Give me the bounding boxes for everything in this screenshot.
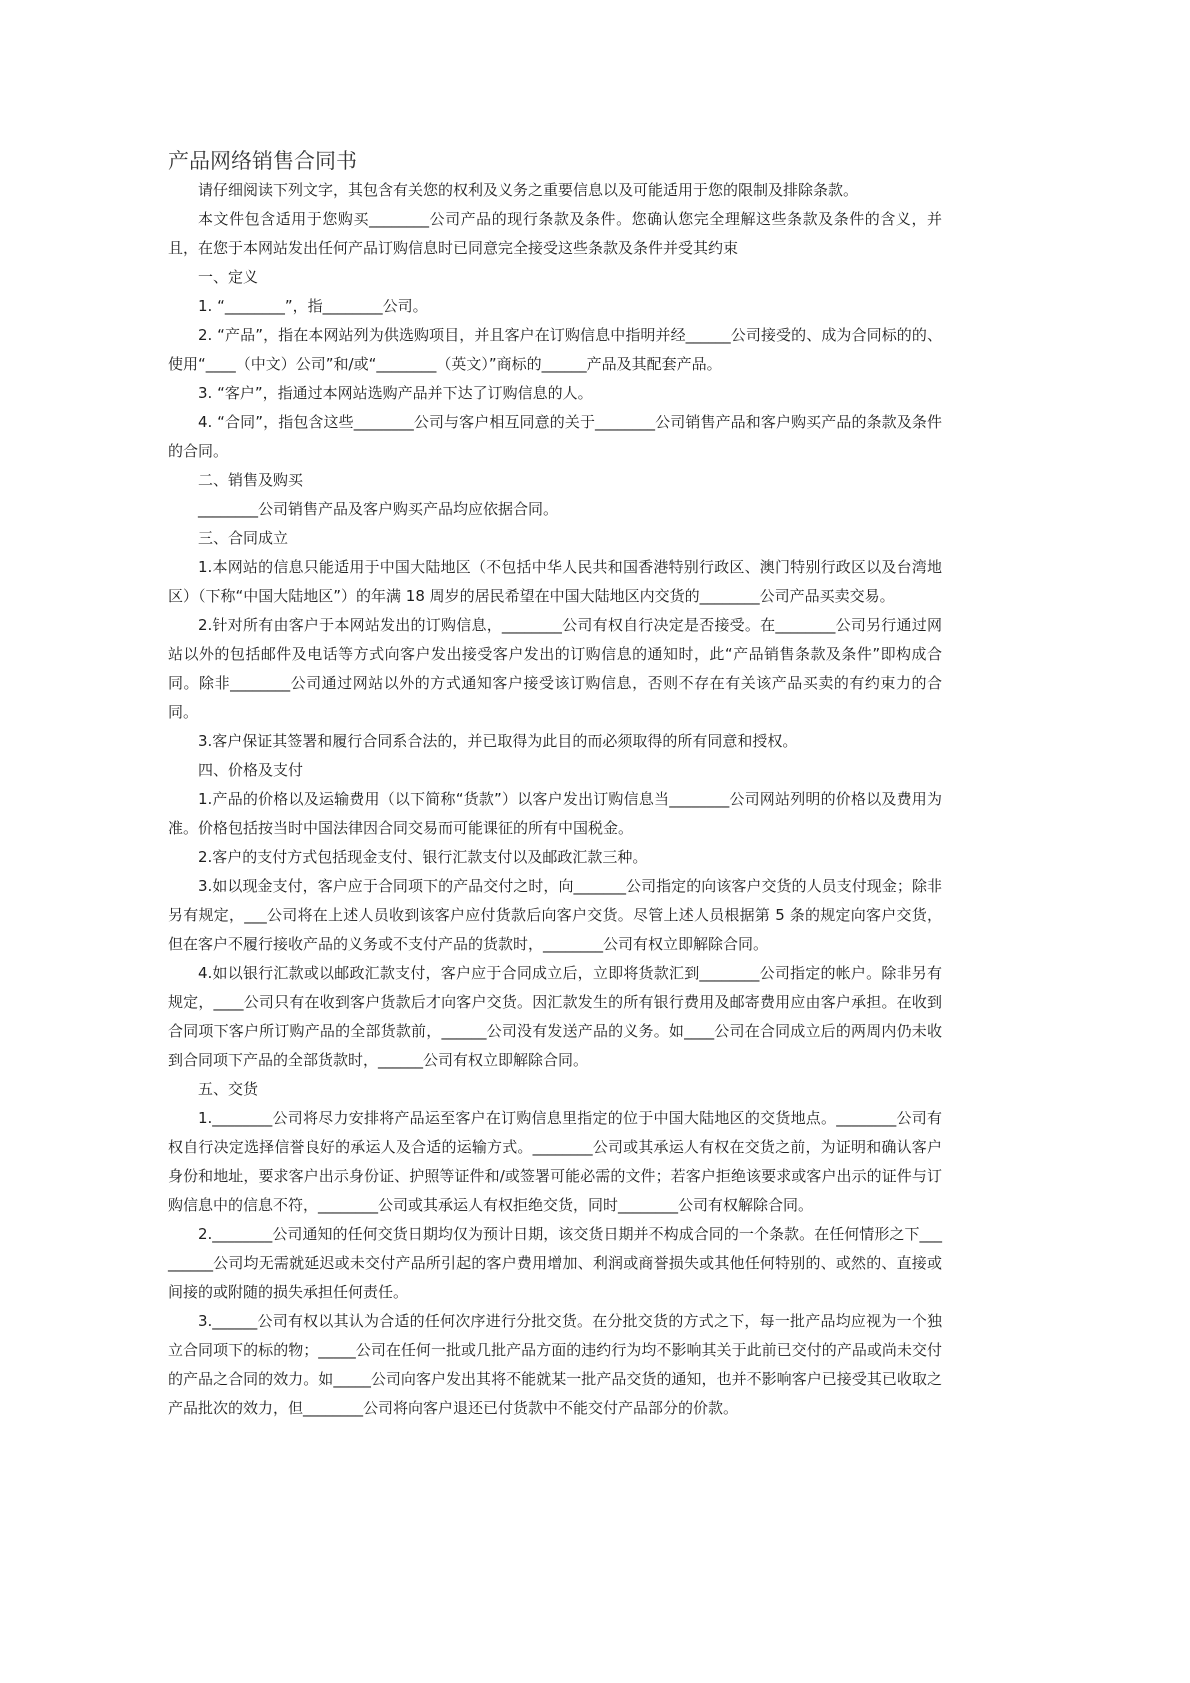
clause-paragraph: 3.如以现金支付，客户应于合同项下的产品交付之时，向_______公司指定的向该客户交货的人员支付现金；除非另有规定，___公司将在上述人员收到该客户应付货款后向客户交货。尽管上述人员根据第 5 条的规定向客户交货，但在客户不履行接收产品的义务或不支付产品的货款时，________公司有权立即解除合同。 [168, 877, 942, 953]
clause-paragraph: ________公司销售产品及客户购买产品均应依据合同。 [198, 500, 559, 518]
section-heading-definitions: 一、定义 [198, 268, 259, 286]
clause-paragraph: 4.如以银行汇款或以邮政汇款支付，客户应于合同成立后，立即将货款汇到________公司指定的帐户。除非另有规定，____公司只有在收到客户货款后才向客户交货。因汇款发生的所有银行费用及邮寄费用应由客户承担。在收到合同项下客户所订购产品的全部货款前，______公司没有发送产品的义务。如____公司在合同成立后的两周内仍未收到合同项下产品的全部货款时，______公司有权立即解除合同。 [168, 964, 942, 1069]
section-heading-payment: 四、价格及支付 [198, 761, 304, 779]
clause-paragraph: 2.________公司通知的任何交货日期均仅为预计日期，该交货日期并不构成合同的一个条款。在任何情形之下_________公司均无需就延迟或未交付产品所引起的客户费用增加、利润或商誉损失或其他任何特别的、或然的、直接或间接的或附随的损失承担任何责任。 [168, 1225, 942, 1301]
section-heading-formation: 三、合同成立 [198, 529, 289, 547]
clause-paragraph: 3. “客户”，指通过本网站选购产品并下达了订购信息的人。 [198, 384, 593, 402]
clause-paragraph: 1. “________”，指________公司。 [198, 297, 428, 315]
clause-paragraph: 2.客户的支付方式包括现金支付、银行汇款支付以及邮政汇款三种。 [198, 848, 648, 866]
intro-paragraph: 请仔细阅读下列文字，其包含有关您的权利及义务之重要信息以及可能适用于您的限制及排除条款。 [198, 181, 859, 199]
clause-paragraph: 4. “合同”，指包含这些________公司与客户相互同意的关于________公司销售产品和客户购买产品的条款及条件的合同。 [168, 413, 942, 460]
clause-paragraph: 1.本网站的信息只能适用于中国大陆地区（不包括中华人民共和国香港特别行政区、澳门特别行政区以及台湾地区）（下称“中国大陆地区”）的年满 18 周岁的居民希望在中国大陆地区内交货的________公司产品买卖交易。 [168, 558, 942, 605]
clause-paragraph: 3.______公司有权以其认为合适的任何次序进行分批交货。在分批交货的方式之下，每一批产品均应视为一个独立合同项下的标的物；_____公司在任何一批或几批产品方面的违约行为均不影响其关于此前已交付的产品或尚未交付的产品之合同的效力。如_____公司向客户发出其将不能就某一批产品交货的通知，也并不影响客户已接受其已收取之产品批次的效力，但________公司将向客户退还已付货款中不能交付产品部分的价款。 [168, 1312, 942, 1417]
clause-paragraph: 1.________公司将尽力安排将产品运至客户在订购信息里指定的位于中国大陆地区的交货地点。________公司有权自行决定选择信誉良好的承运人及合适的运输方式。________公司或其承运人有权在交货之前，为证明和确认客户身份和地址，要求客户出示身份证、护照等证件和/或签署可能必需的文件；若客户拒绝该要求或客户出示的证件与订购信息中的信息不符，________公司或其承运人有权拒绝交货，同时________公司有权解除合同。 [168, 1109, 942, 1214]
clause-paragraph: 1.产品的价格以及运输费用（以下简称“货款”）以客户发出订购信息当________公司网站列明的价格以及费用为准。价格包括按当时中国法律因合同交易而可能课征的所有中国税金。 [168, 790, 942, 837]
document-body [168, 146, 942, 1423]
clause-paragraph: 2.针对所有由客户于本网站发出的订购信息，________公司有权自行决定是否接受。在________公司另行通过网站以外的包括邮件及电话等方式向客户发出接受客户发出的订购信息的通知时，此“产品销售条款及条件”即构成合同。除非________公司通过网站以外的方式通知客户接受该订购信息，否则不存在有关该产品买卖的有约束力的合同。 [168, 616, 942, 721]
clause-paragraph: 3.客户保证其签署和履行合同系合法的，并已取得为此目的而必须取得的所有同意和授权。 [198, 732, 798, 750]
document-title: 产品网络销售合同书 [168, 149, 357, 173]
section-heading-delivery: 五、交货 [198, 1080, 259, 1098]
intro-paragraph: 本文件包含适用于您购买________公司产品的现行条款及条件。您确认您完全理解这些条款及条件的含义，并且，在您于本网站发出任何产品订购信息时已同意完全接受这些条款及条件并受其约束 [168, 210, 942, 257]
section-heading-sales: 二、销售及购买 [198, 471, 304, 489]
clause-paragraph: 2. “产品”，指在本网站列为供选购项目，并且客户在订购信息中指明并经______公司接受的、成为合同标的的、使用“____（中文）公司”和/或“________（英文）”商标的______产品及其配套产品。 [168, 326, 942, 373]
